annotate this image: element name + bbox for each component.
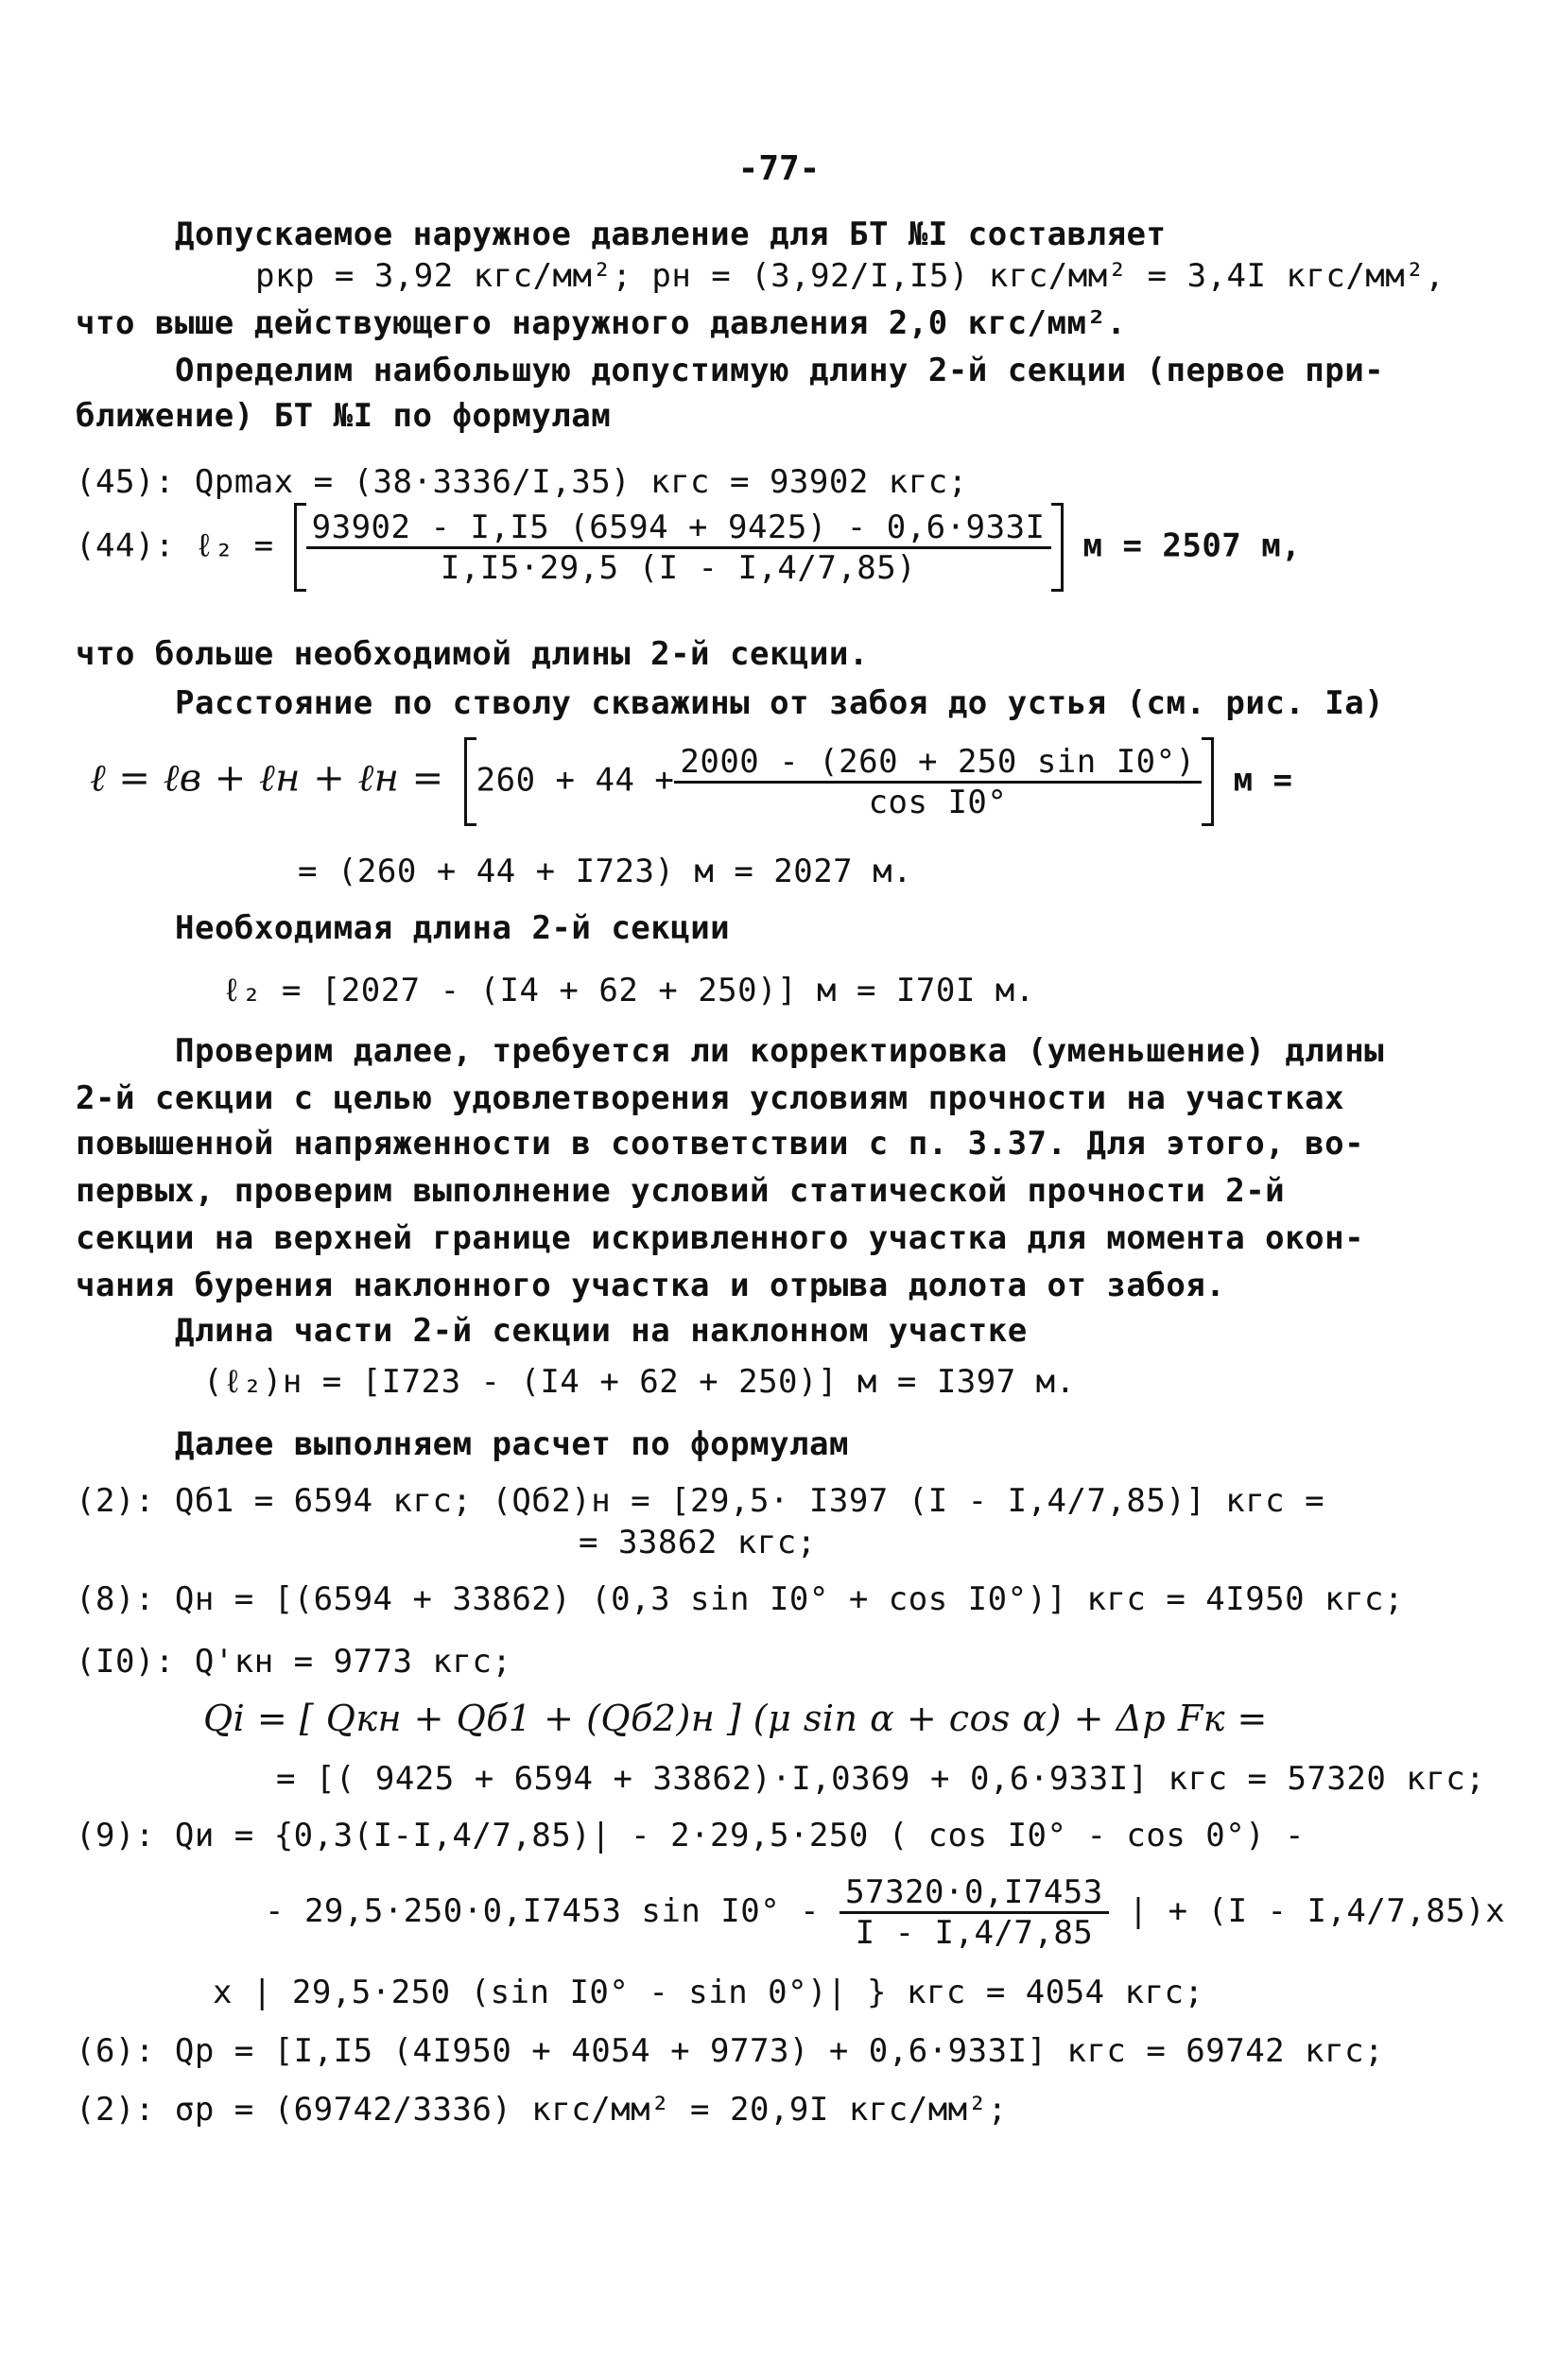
text-line: что выше действующего наружного давления 2,0 кгс/мм².	[76, 304, 1127, 342]
bracket-left	[464, 737, 476, 826]
text-line: чания бурения наклонного участка и отрыва долота от забоя.	[76, 1267, 1226, 1304]
formula-2-result: = 33862 кгс;	[579, 1524, 817, 1561]
fraction-44	[306, 509, 1051, 587]
text-line: Проверим далее, требуется ли корректировка (уменьшение) длины	[175, 1032, 1385, 1070]
text-line: повышенной напряженности в соответствии с п. 3.37. Для этого, во-	[76, 1125, 1365, 1163]
formula-length-inclined: (ℓ₂)н = [I723 - (I4 + 62 + 250)] м = I397 м.	[203, 1363, 1076, 1401]
formula-2-stress: (2): σр = (69742/3336) кгс/мм² = 20,9I кгс/мм²;	[76, 2091, 1008, 2129]
text-line: Длина части 2-й секции на наклонном участке	[175, 1312, 1028, 1350]
bracket-right	[1051, 503, 1064, 592]
formula-44	[76, 503, 1301, 592]
text-line: секции на верхней границе искривленного участка для момента окон-	[76, 1219, 1365, 1257]
formula-8: (8): Qн = [(6594 + 33862) (0,3 sin I0° + cos I0°)] кгс = 4I950 кгс;	[76, 1580, 1404, 1618]
formula-44-result: м = 2507 м,	[1082, 526, 1302, 565]
formula-9-continued	[265, 1873, 1505, 1952]
formula-pressure: pкр = 3,92 кгс/мм²; pн = (3,92/I,I5) кгс/мм² = 3,4I кгс/мм²,	[255, 257, 1445, 295]
fraction-numerator: 2000 - (260 + 250 sin I0°)	[674, 743, 1201, 784]
bracket-right	[1202, 737, 1214, 826]
fraction-9	[840, 1873, 1109, 1952]
text-line: Далее выполняем расчет по формулам	[175, 1425, 849, 1463]
formula-10: (I0): Q'кн = 9773 кгс;	[76, 1643, 512, 1681]
formula-45: (45): Qрmax = (38·3336/I,35) кгс = 93902 кгс;	[76, 463, 968, 501]
formula-distance	[90, 737, 1293, 826]
fraction-denominator: cos I0°	[868, 783, 1008, 821]
text-line: ближение) БТ №I по формулам	[76, 397, 612, 435]
formula-9-lead: - 29,5·250·0,I7453 sin I0° -	[265, 1892, 821, 1930]
formula-distance-lead: 260 + 44 +	[476, 761, 675, 800]
formula-6: (6): Qр = [I,I5 (4I950 + 4054 + 9773) + 0,6·933I] кгс = 69742 кгс;	[76, 2032, 1385, 2070]
fraction-denominator: I - I,4/7,85	[855, 1914, 1094, 1952]
bracket-left	[294, 503, 306, 592]
text-line: Необходимая длина 2-й секции	[175, 909, 731, 947]
formula-2: (2): Qб1 = 6594 кгс; (Qб2)н = [29,5· I397 (I - I,4/7,85)] кгс =	[76, 1482, 1325, 1520]
text-line: Допускаемое наружное давление для БТ №I составляет	[175, 216, 1167, 253]
text-line: что больше необходимой длины 2-й секции.	[76, 635, 869, 673]
formula-length-2: ℓ₂ = [2027 - (I4 + 62 + 250)] м = I70I м.	[222, 972, 1035, 1009]
fraction-numerator: 57320·0,I7453	[840, 1873, 1109, 1914]
formula-qi: Qi = [ Qкн + Qб1 + (Qб2)н ] (μ sin α + cos α) + Δp Fк =	[203, 1698, 1268, 1739]
formula-9-tail: | + (I - I,4/7,85)x	[1128, 1892, 1506, 1930]
text-line: Расстояние по стволу скважины от забоя до устья (см. рис. Iа)	[175, 684, 1385, 722]
text-line: 2-й секции с целью удовлетворения условиям прочности на участках	[76, 1079, 1345, 1117]
formula-distance-label: ℓ = ℓв + ℓн + ℓн =	[90, 756, 444, 801]
formula-9: (9): Qи = {0,3(I-I,4/7,85)| - 2·29,5·250 ( cos I0° - cos 0°) -	[76, 1817, 1306, 1854]
fraction-distance	[674, 743, 1201, 821]
formula-9-result: x | 29,5·250 (sin I0° - sin 0°)| } кгс = 4054 кгс;	[213, 1974, 1204, 2011]
fraction-numerator: 93902 - I,I5 (6594 + 9425) - 0,6·933I	[306, 509, 1051, 549]
formula-distance-result: = (260 + 44 + I723) м = 2027 м.	[298, 853, 913, 890]
fraction-denominator: I,I5·29,5 (I - I,4/7,85)	[440, 548, 917, 587]
page-number: -77-	[737, 149, 821, 188]
formula-distance-tail: м =	[1233, 761, 1293, 800]
formula-qi-result: = [( 9425 + 6594 + 33862)·I,0369 + 0,6·933I] кгс = 57320 кгс;	[276, 1760, 1486, 1798]
formula-44-label: (44): ℓ₂ =	[76, 526, 274, 565]
text-line: первых, проверим выполнение условий статической прочности 2-й	[76, 1172, 1286, 1210]
text-line: Определим наибольшую допустимую длину 2-й секции (первое при-	[175, 352, 1385, 389]
